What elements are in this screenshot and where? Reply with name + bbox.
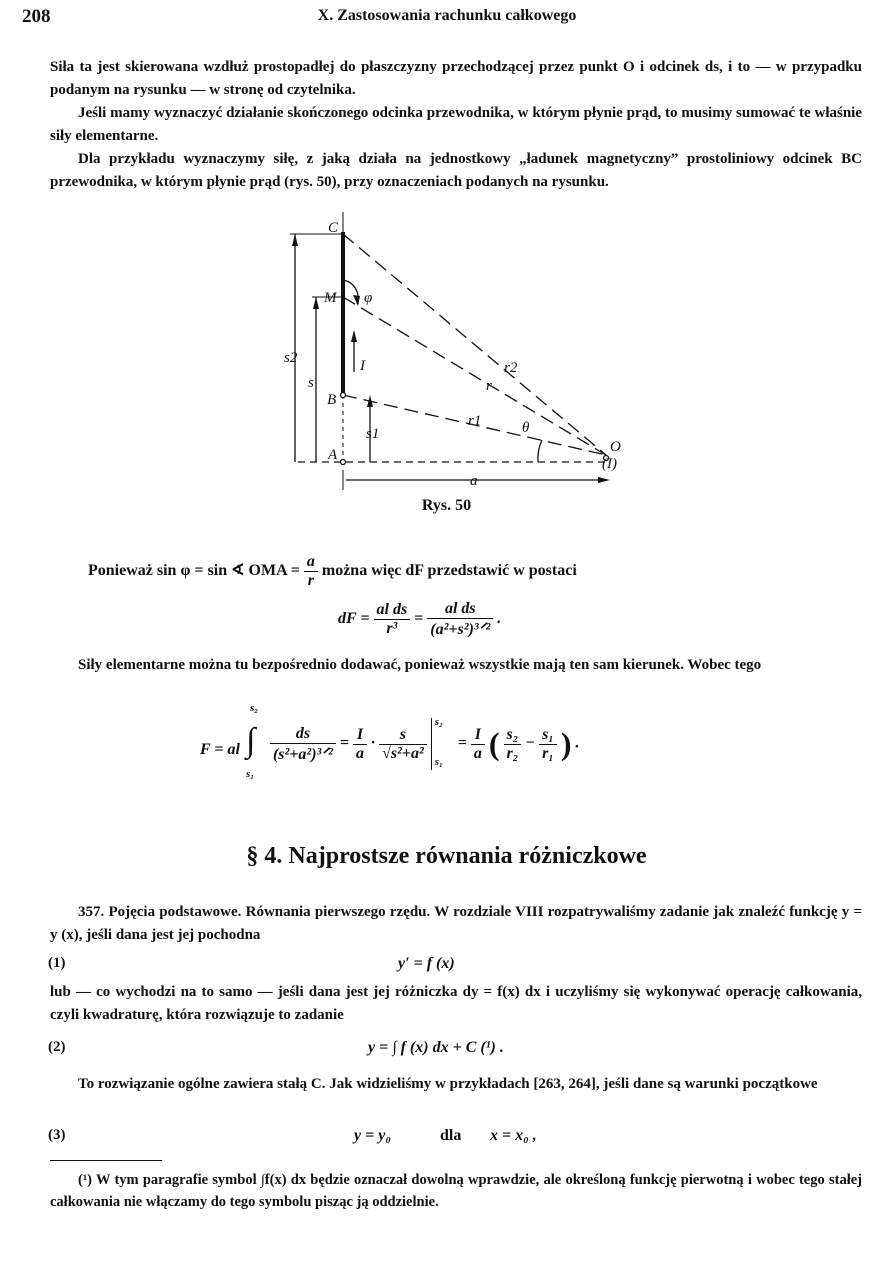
label-O-sub: (I) xyxy=(602,456,617,472)
F-f2-den: a xyxy=(356,744,365,762)
line-r xyxy=(343,297,606,455)
label-C: C xyxy=(328,220,339,236)
equation-3-rhs: x = x₀ , xyxy=(490,1127,537,1144)
F-f6-den: r₁ xyxy=(542,744,554,762)
running-title: X. Zastosowania rachunku całkowego xyxy=(317,7,577,24)
label-theta: θ xyxy=(522,420,530,436)
F-end: . xyxy=(575,734,580,752)
label-M: M xyxy=(324,290,337,306)
dF-equals: = xyxy=(414,610,424,628)
F-fraction-6 xyxy=(539,726,557,763)
angle-theta-arc xyxy=(538,440,542,462)
dF-f2-num: al ds xyxy=(427,600,493,619)
equation-2-number: (2) xyxy=(48,1039,66,1055)
intro-paragraph-1: Siła ta jest skierowana wzdłuż prostopadłej do płaszczyzny przechodzącej przez punkt O i odcinek ds, i to — w przypadku podanym na rysunku — w stronę od czytelnika. xyxy=(50,59,862,98)
dF-fraction-2 xyxy=(427,600,493,639)
F-f3-num: s xyxy=(379,726,427,745)
equation-1-number: (1) xyxy=(48,955,66,971)
F-f4-num: I xyxy=(471,726,485,745)
page-number: 208 xyxy=(22,6,51,27)
equation-2-row xyxy=(0,1039,893,1065)
dF-lhs: dF = xyxy=(338,610,370,628)
F-fraction-2 xyxy=(353,726,367,763)
equation-1-row xyxy=(0,955,893,979)
F-fraction-4 xyxy=(471,726,485,763)
label-r1: r1 xyxy=(468,413,482,429)
F-f2-num: I xyxy=(353,726,367,745)
F-fraction-5 xyxy=(504,726,522,763)
F-f4-den: a xyxy=(473,744,482,762)
F-fraction-1 xyxy=(270,725,336,764)
dF-f1-den: r³ xyxy=(386,620,398,637)
F-f6-num: s₁ xyxy=(539,726,557,745)
label-O: O xyxy=(610,439,621,455)
figure-50-diagram xyxy=(280,212,640,497)
section-heading: § 4. Najprostsze równania różniczkowe xyxy=(246,843,647,869)
footnote-rule xyxy=(50,1160,162,1161)
since-prefix: Ponieważ sin φ = sin ∢ OMA = xyxy=(88,562,300,580)
F-f1-num: ds xyxy=(270,725,336,744)
equation-1: y′ = f (x) xyxy=(398,955,455,972)
dF-f2-den: (a²+s²)³ᐟ² xyxy=(430,621,491,638)
label-B: B xyxy=(327,392,337,408)
F-lhs: F = al xyxy=(200,740,240,758)
equation-F xyxy=(200,702,580,782)
dF-fraction-1 xyxy=(374,601,411,638)
paragraph-357: 357. Pojęcia podstawowe. Równania pierwszego rzędu. W rozdziale VIII rozpatrywaliśmy zadanie jak znaleźć funkcję y = y (x), jeśli dana jest jej pochodna xyxy=(50,904,862,943)
paragraph-ogolne: To rozwiązanie ogólne zawiera stałą C. Jak widzieliśmy w przykładach [263, 264], jeśli dane są warunki początkowe xyxy=(78,1076,818,1092)
equation-dF xyxy=(338,600,501,639)
label-s1: s1 xyxy=(366,426,380,442)
label-I: I xyxy=(360,358,365,374)
since-denominator: r xyxy=(307,572,314,589)
bar-lower: s₁ xyxy=(434,756,443,768)
since-fraction xyxy=(304,553,318,590)
paragraph-sum: Siły elementarne można tu bezpośrednio dodawać, ponieważ wszystkie mają ten sam kierunek. Wobec tego xyxy=(78,657,762,673)
label-r2: r2 xyxy=(504,360,518,376)
page-header xyxy=(22,6,872,30)
integral-symbol: ∫ xyxy=(245,722,256,759)
label-phi: φ xyxy=(364,290,373,306)
evaluation-bar xyxy=(431,718,454,770)
label-s2: s2 xyxy=(284,350,298,366)
F-fraction-3 xyxy=(379,726,427,763)
integral-lower: s₁ xyxy=(245,768,255,780)
label-a: a xyxy=(470,473,478,489)
F-f5-den: r₂ xyxy=(506,744,519,762)
F-minus: − xyxy=(525,734,536,752)
F-equals-1: = xyxy=(339,734,350,752)
footnote: (¹) W tym paragrafie symbol ∫f(x) dx będzie oznaczał dowolną wprawdzie, ale określoną funkcję pierwotną i wobec tego stałej całkowania nie włączamy do tego symbolu pisząc ją oddzielnie. xyxy=(50,1172,862,1210)
equation-2: y = ∫ f (x) dx + C (¹) . xyxy=(368,1039,504,1056)
F-f3-den: √s²+a² xyxy=(382,744,424,762)
paragraph-lub: lub — co wychodzi na to samo — jeśli dana jest jej różniczka dy = f(x) dx i uczyliśmy się wykonywać operację całkowania, czyli kwadraturę, która rozwiązuje to zadanie xyxy=(50,984,862,1023)
since-line xyxy=(88,553,878,590)
since-numerator: a xyxy=(304,553,318,572)
F-paren-open: ( xyxy=(488,725,500,762)
F-f1-den: (s²+a²)³ᐟ² xyxy=(272,745,333,763)
equation-3-lhs: y = y₀ xyxy=(354,1127,391,1144)
intro-paragraph-2: Jeśli mamy wyznaczyć działanie skończonego odcinka przewodnika, w którym płynie prąd, to musimy sumować te właśnie siły elementarne. xyxy=(50,105,862,144)
label-s: s xyxy=(308,375,314,391)
intro-text xyxy=(50,56,862,194)
dF-f1-num: al ds xyxy=(374,601,411,620)
figure-caption: Rys. 50 xyxy=(421,497,472,514)
equation-3-number: (3) xyxy=(48,1127,66,1143)
integral-sign xyxy=(244,702,266,780)
equation-3-word: dla xyxy=(440,1127,462,1144)
integral-upper: s₂ xyxy=(249,702,259,714)
intro-paragraph-3: Dla przykładu wyznaczymy siłę, z jaką działa na jednostkowy „ładunek magnetyczny” prostoliniowy odcinek BC przewodnika, w którym płynie prąd (rys. 50), przy oznaczeniach podanych na rysunku. xyxy=(50,151,862,190)
F-f5-num: s₂ xyxy=(504,726,522,745)
equation-3-row xyxy=(0,1127,893,1151)
bar-upper: s₂ xyxy=(434,716,443,728)
F-dot: · xyxy=(371,734,376,752)
since-suffix: można więc dF przedstawić w postaci xyxy=(321,562,577,580)
label-A: A xyxy=(328,447,338,463)
F-paren-close: ) xyxy=(560,725,572,762)
F-equals-2: = xyxy=(457,734,467,752)
label-r: r xyxy=(486,378,492,394)
dF-end: . xyxy=(497,610,502,628)
